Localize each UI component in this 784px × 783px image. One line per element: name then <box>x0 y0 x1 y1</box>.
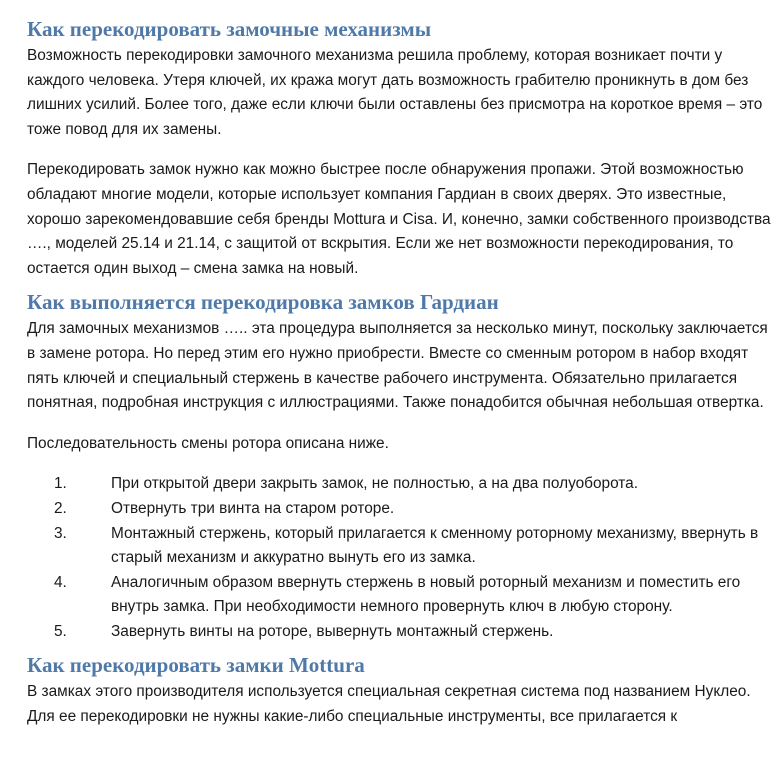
paragraph-mottura-nucleo: В замках этого производителя используется специальная секретная система под названием Нуклео. Для ее перекодировки не нужны какие-либо специальные инструменты, все прилагается к <box>27 683 751 726</box>
step-number: 4. <box>54 573 67 591</box>
paragraph-guardian-rotor: Для замочных механизмов ….. эта процедура выполняется за несколько минут, поскольку заключается в замене ротора. Но перед этим его нужно приобрести. Вместе со сменным ротором в набор входят пять ключей и специальный стержень в качестве рабочего инструмента. Обязательно прилагается понятная, подробная инструкция с иллюстрациями. Также понадобится обычная небольшая отвертка. <box>27 320 768 412</box>
steps-list <box>27 472 777 644</box>
step-text: Монтажный стержень, который прилагается к сменному роторному механизму, ввернуть в старый механизм и аккуратно вынуть его из замка. <box>111 524 759 567</box>
list-item-step-3 <box>27 522 777 571</box>
section-heading-guardian: Как выполняется перекодировка замков Гардиан <box>27 290 499 315</box>
paragraph-intro: Возможность перекодировки замочного механизма решила проблему, которая возникает почти у каждого человека. Утеря ключей, их кража могут дать возможность грабителю проникнуть в дом без лишних усилий. Более того, даже если ключи были оставлены без присмотра на короткое время – это тоже повод для их замены. <box>27 47 763 138</box>
step-number: 1. <box>54 475 67 493</box>
step-text: Завернуть винты на роторе, вывернуть монтажный стержень. <box>111 622 554 640</box>
step-number: 2. <box>54 499 67 517</box>
list-item-step-2 <box>27 497 777 522</box>
step-text: При открытой двери закрыть замок, не полностью, а на два полуоборота. <box>111 475 639 493</box>
step-number: 3. <box>54 524 67 542</box>
document-page <box>27 14 777 730</box>
step-text: Отвернуть три винта на старом роторе. <box>111 499 395 517</box>
list-item-step-1 <box>27 472 777 497</box>
paragraph-recode-urgency: Перекодировать замок нужно как можно быстрее после обнаружения пропажи. Этой возможностью обладают многие модели, которые использует компания Гардиан в своих дверях. Это известные, хорошо зарекомендовавшие себя бренды Mottura и Cisa. И, конечно, замки собственного производства …., моделей 25.14 и 21.14, с защитой от вскрытия. Если же нет возможности перекодирования, то остается один выход – смена замка на новый. <box>27 161 771 277</box>
step-text: Аналогичным образом ввернуть стержень в новый роторный механизм и поместить его внутрь замка. При необходимости немного провернуть ключ в любую сторону. <box>111 573 741 616</box>
list-item-step-4 <box>27 571 777 620</box>
step-number: 5. <box>54 622 67 640</box>
section-heading-mottura: Как перекодировать замки Mottura <box>27 653 365 678</box>
section-heading-recoding: Как перекодировать замочные механизмы <box>27 17 432 41</box>
paragraph-sequence-intro: Последовательность смены ротора описана ниже. <box>27 434 389 452</box>
list-item-step-5 <box>27 620 777 645</box>
